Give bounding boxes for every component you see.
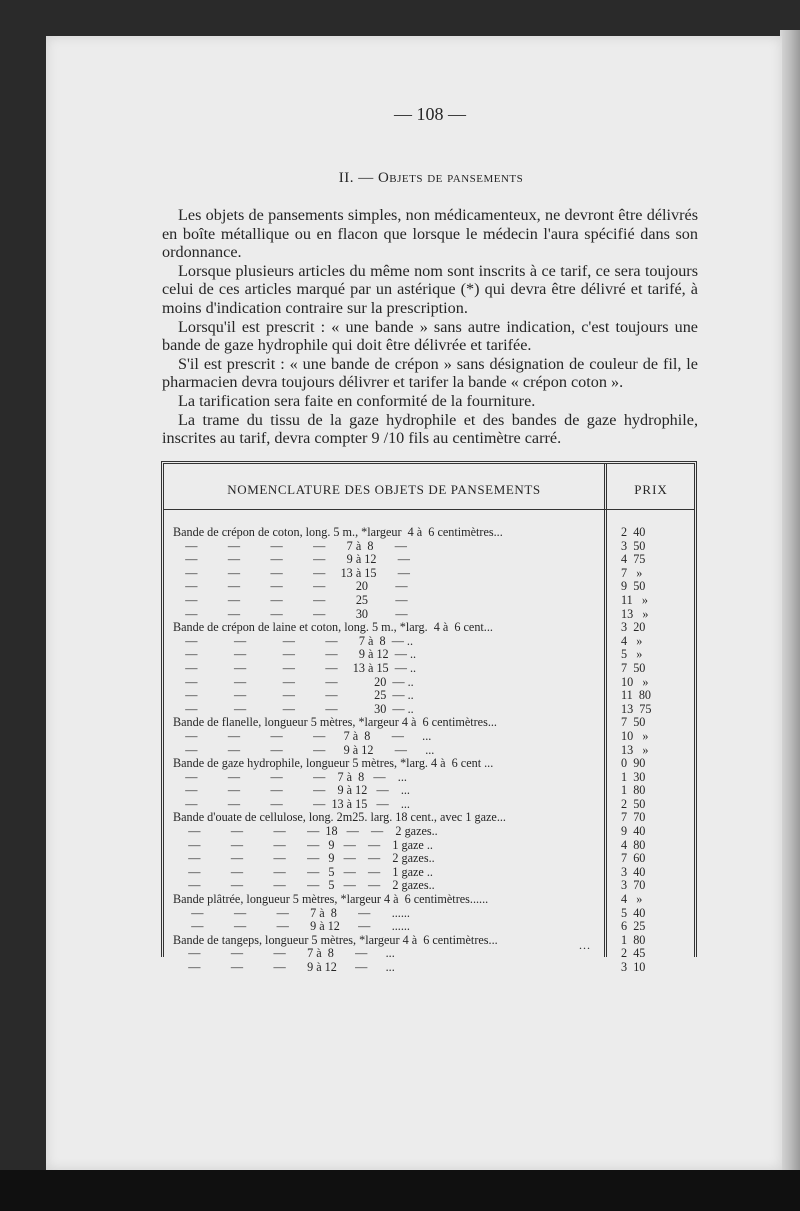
row-label: — — — — 9 à 12 — ... [173, 742, 435, 757]
row-label: — — — 7 à 8 — ... [173, 946, 395, 961]
row-price: 4 80 [621, 837, 646, 852]
row-price: 4 75 [621, 552, 646, 567]
table-row [173, 852, 693, 866]
row-price: 2 50 [621, 796, 646, 811]
row-label: — — — — 13 à 15 — [173, 565, 410, 580]
row-label: Bande de crépon de coton, long. 5 m., *largeur 4 à 6 centimètres... [173, 525, 503, 539]
table-row [173, 744, 693, 758]
row-label: Bande d'ouate de cellulose, long. 2m25. larg. 18 cent., avec 1 gaze... [173, 810, 506, 825]
table-row [173, 920, 693, 934]
scan-background [0, 1170, 800, 1211]
row-label: — — — — 7 à 8 — ... [173, 769, 407, 784]
row-label: — — — — 9 — — 1 gaze .. [173, 837, 433, 852]
row-label: Bande plâtrée, longueur 5 mètres, *largeur 4 à 6 centimètres...... [173, 892, 489, 907]
row-price: 10 » [621, 674, 649, 689]
row-price: 1 80 [621, 932, 646, 947]
row-label: — — — — 20 — [173, 579, 408, 594]
row-price: 5 40 [621, 905, 646, 920]
table-row [173, 907, 693, 921]
row-price: 13 75 [621, 701, 652, 716]
table-row [173, 784, 693, 798]
row-label: — — — — 13 à 15 — ... [173, 796, 410, 811]
row-price: 3 20 [621, 620, 646, 635]
row-price: 6 25 [621, 919, 646, 934]
row-price: 3 40 [621, 864, 646, 879]
table-row [173, 621, 693, 635]
row-price: 4 » [621, 892, 643, 907]
row-label: — — — — 18 — — 2 gazes.. [173, 824, 438, 839]
paragraph: S'il est prescrit : « une bande de crépon » sans désignation de couleur de fil, le pharmacien devra toujours délivrer et tarifer la bande « crépon coton ». [162, 354, 698, 392]
header-prix: PRIX [634, 482, 668, 497]
row-price: 2 45 [621, 946, 646, 961]
row-label: — — — 9 à 12 — ... [173, 960, 395, 974]
table-row [173, 866, 693, 880]
row-label: — — — — 13 à 15 — .. [173, 660, 417, 675]
table-row [173, 526, 693, 540]
table-row [173, 893, 693, 907]
table-row [173, 961, 693, 975]
row-label: — — — — 9 à 12 — ... [173, 783, 410, 798]
body-text [162, 206, 698, 448]
row-label: — — — — 25 — [173, 592, 408, 607]
header-rule [164, 509, 694, 510]
row-price: 11 » [621, 592, 648, 607]
table-row [173, 689, 693, 703]
row-price: 3 70 [621, 878, 646, 893]
row-label: — — — — 7 à 8 — .. [173, 633, 414, 648]
row-price: 7 » [621, 565, 643, 580]
section-dash: — [358, 170, 374, 186]
table-row [173, 934, 693, 948]
table-body [173, 526, 693, 975]
row-price: 5 » [621, 647, 643, 662]
row-label: Bande de gaze hydrophile, longueur 5 mètres, *larg. 4 à 6 cent ... [173, 756, 494, 771]
header-nomenclature: NOMENCLATURE DES OBJETS DE PANSEMENTS [227, 482, 541, 497]
row-price: 1 80 [621, 783, 646, 798]
row-label: — — — — 7 à 8 — ... [173, 728, 432, 743]
table-row [173, 703, 693, 717]
table-row [173, 771, 693, 785]
row-price: 9 40 [621, 824, 646, 839]
paragraph: Lorsque plusieurs articles du même nom sont inscrits à ce tarif, ce sera toujours celui de ces articles marqué par un astérique (*) qui devra être délivré et tarifé, à moins d'indication contraire sur la prescription. [162, 261, 698, 317]
table-row [173, 716, 693, 730]
row-label: — — — — 30 — [173, 606, 408, 621]
table-row [173, 676, 693, 690]
row-label: — — — — 9 à 12 — [173, 552, 410, 567]
table-row [173, 608, 693, 622]
row-label: — — — — 9 à 12 — .. [173, 647, 417, 662]
table-row [173, 839, 693, 853]
row-price: 3 10 [621, 960, 646, 974]
table-row [173, 947, 693, 961]
row-price: 7 50 [621, 660, 646, 675]
page-edge [780, 30, 800, 1211]
paragraph: Lorsqu'il est prescrit : « une bande » sans autre indication, c'est toujours une bande de gaze hydrophile qui doit être délivrée et tarifée. [162, 317, 698, 355]
row-price: 2 40 [621, 525, 646, 539]
row-price: 4 » [621, 633, 643, 648]
row-label: Bande de crépon de laine et coton, long. 5 m., *larg. 4 à 6 cent... [173, 620, 493, 635]
table-row [173, 662, 693, 676]
row-label: — — — — 5 — — 2 gazes.. [173, 878, 435, 893]
table-row [173, 811, 693, 825]
paragraph: La trame du tissu de la gaze hydrophile et des bandes de gaze hydrophile, inscrites au tarif, devra compter 9 /10 fils au centimètre carré. [162, 410, 698, 448]
table-row [173, 730, 693, 744]
table-row [173, 825, 693, 839]
row-price: 3 50 [621, 538, 646, 553]
table-row [173, 580, 693, 594]
table-row [173, 879, 693, 893]
section-heading: Objets de pansements [377, 170, 524, 186]
row-label: — — — — 30 — .. [173, 701, 414, 716]
table-row [173, 567, 693, 581]
row-price: 11 80 [621, 688, 652, 703]
price-table [161, 461, 697, 974]
table-row [173, 635, 693, 649]
page-number: — 108 — [394, 104, 466, 124]
row-label: — — — — 7 à 8 — [173, 538, 407, 553]
row-price: 7 60 [621, 851, 646, 866]
table-row [173, 594, 693, 608]
row-price: 13 » [621, 606, 649, 621]
row-price: 13 » [621, 742, 649, 757]
section-number: II. [338, 170, 354, 186]
trailing-dots: ... [579, 938, 591, 952]
row-label: — — — — 5 — — 1 gaze .. [173, 864, 433, 879]
paragraph: Les objets de pansements simples, non médicamenteux, ne devront être délivrés en boîte métallique ou en flacon que lorsque le médecin l'aura spécifié dans son ordonnance. [162, 206, 698, 262]
table-row [173, 648, 693, 662]
table-row [173, 757, 693, 771]
table-row [173, 798, 693, 812]
row-price: 10 » [621, 728, 649, 743]
row-label: — — — 9 à 12 — ...... [173, 919, 410, 934]
table-row [173, 553, 693, 567]
row-label: Bande de tangeps, longueur 5 mètres, *largeur 4 à 6 centimètres... [173, 932, 498, 947]
row-price: 7 70 [621, 810, 646, 825]
row-label: — — — — 25 — .. [173, 688, 414, 703]
row-label: — — — — 9 — — 2 gazes.. [173, 851, 435, 866]
table-row [173, 540, 693, 554]
row-price: 0 90 [621, 756, 646, 771]
row-label: — — — — 20 — .. [173, 674, 414, 689]
paragraph: La tarification sera faite en conformité de la fourniture. [178, 391, 536, 410]
section-title [0, 170, 800, 187]
row-label: — — — 7 à 8 — ...... [173, 905, 410, 920]
row-label: Bande de flanelle, longueur 5 mètres, *largeur 4 à 6 centimètres... [173, 715, 497, 730]
row-price: 7 50 [621, 715, 646, 730]
row-price: 1 30 [621, 769, 646, 784]
row-price: 9 50 [621, 579, 646, 594]
